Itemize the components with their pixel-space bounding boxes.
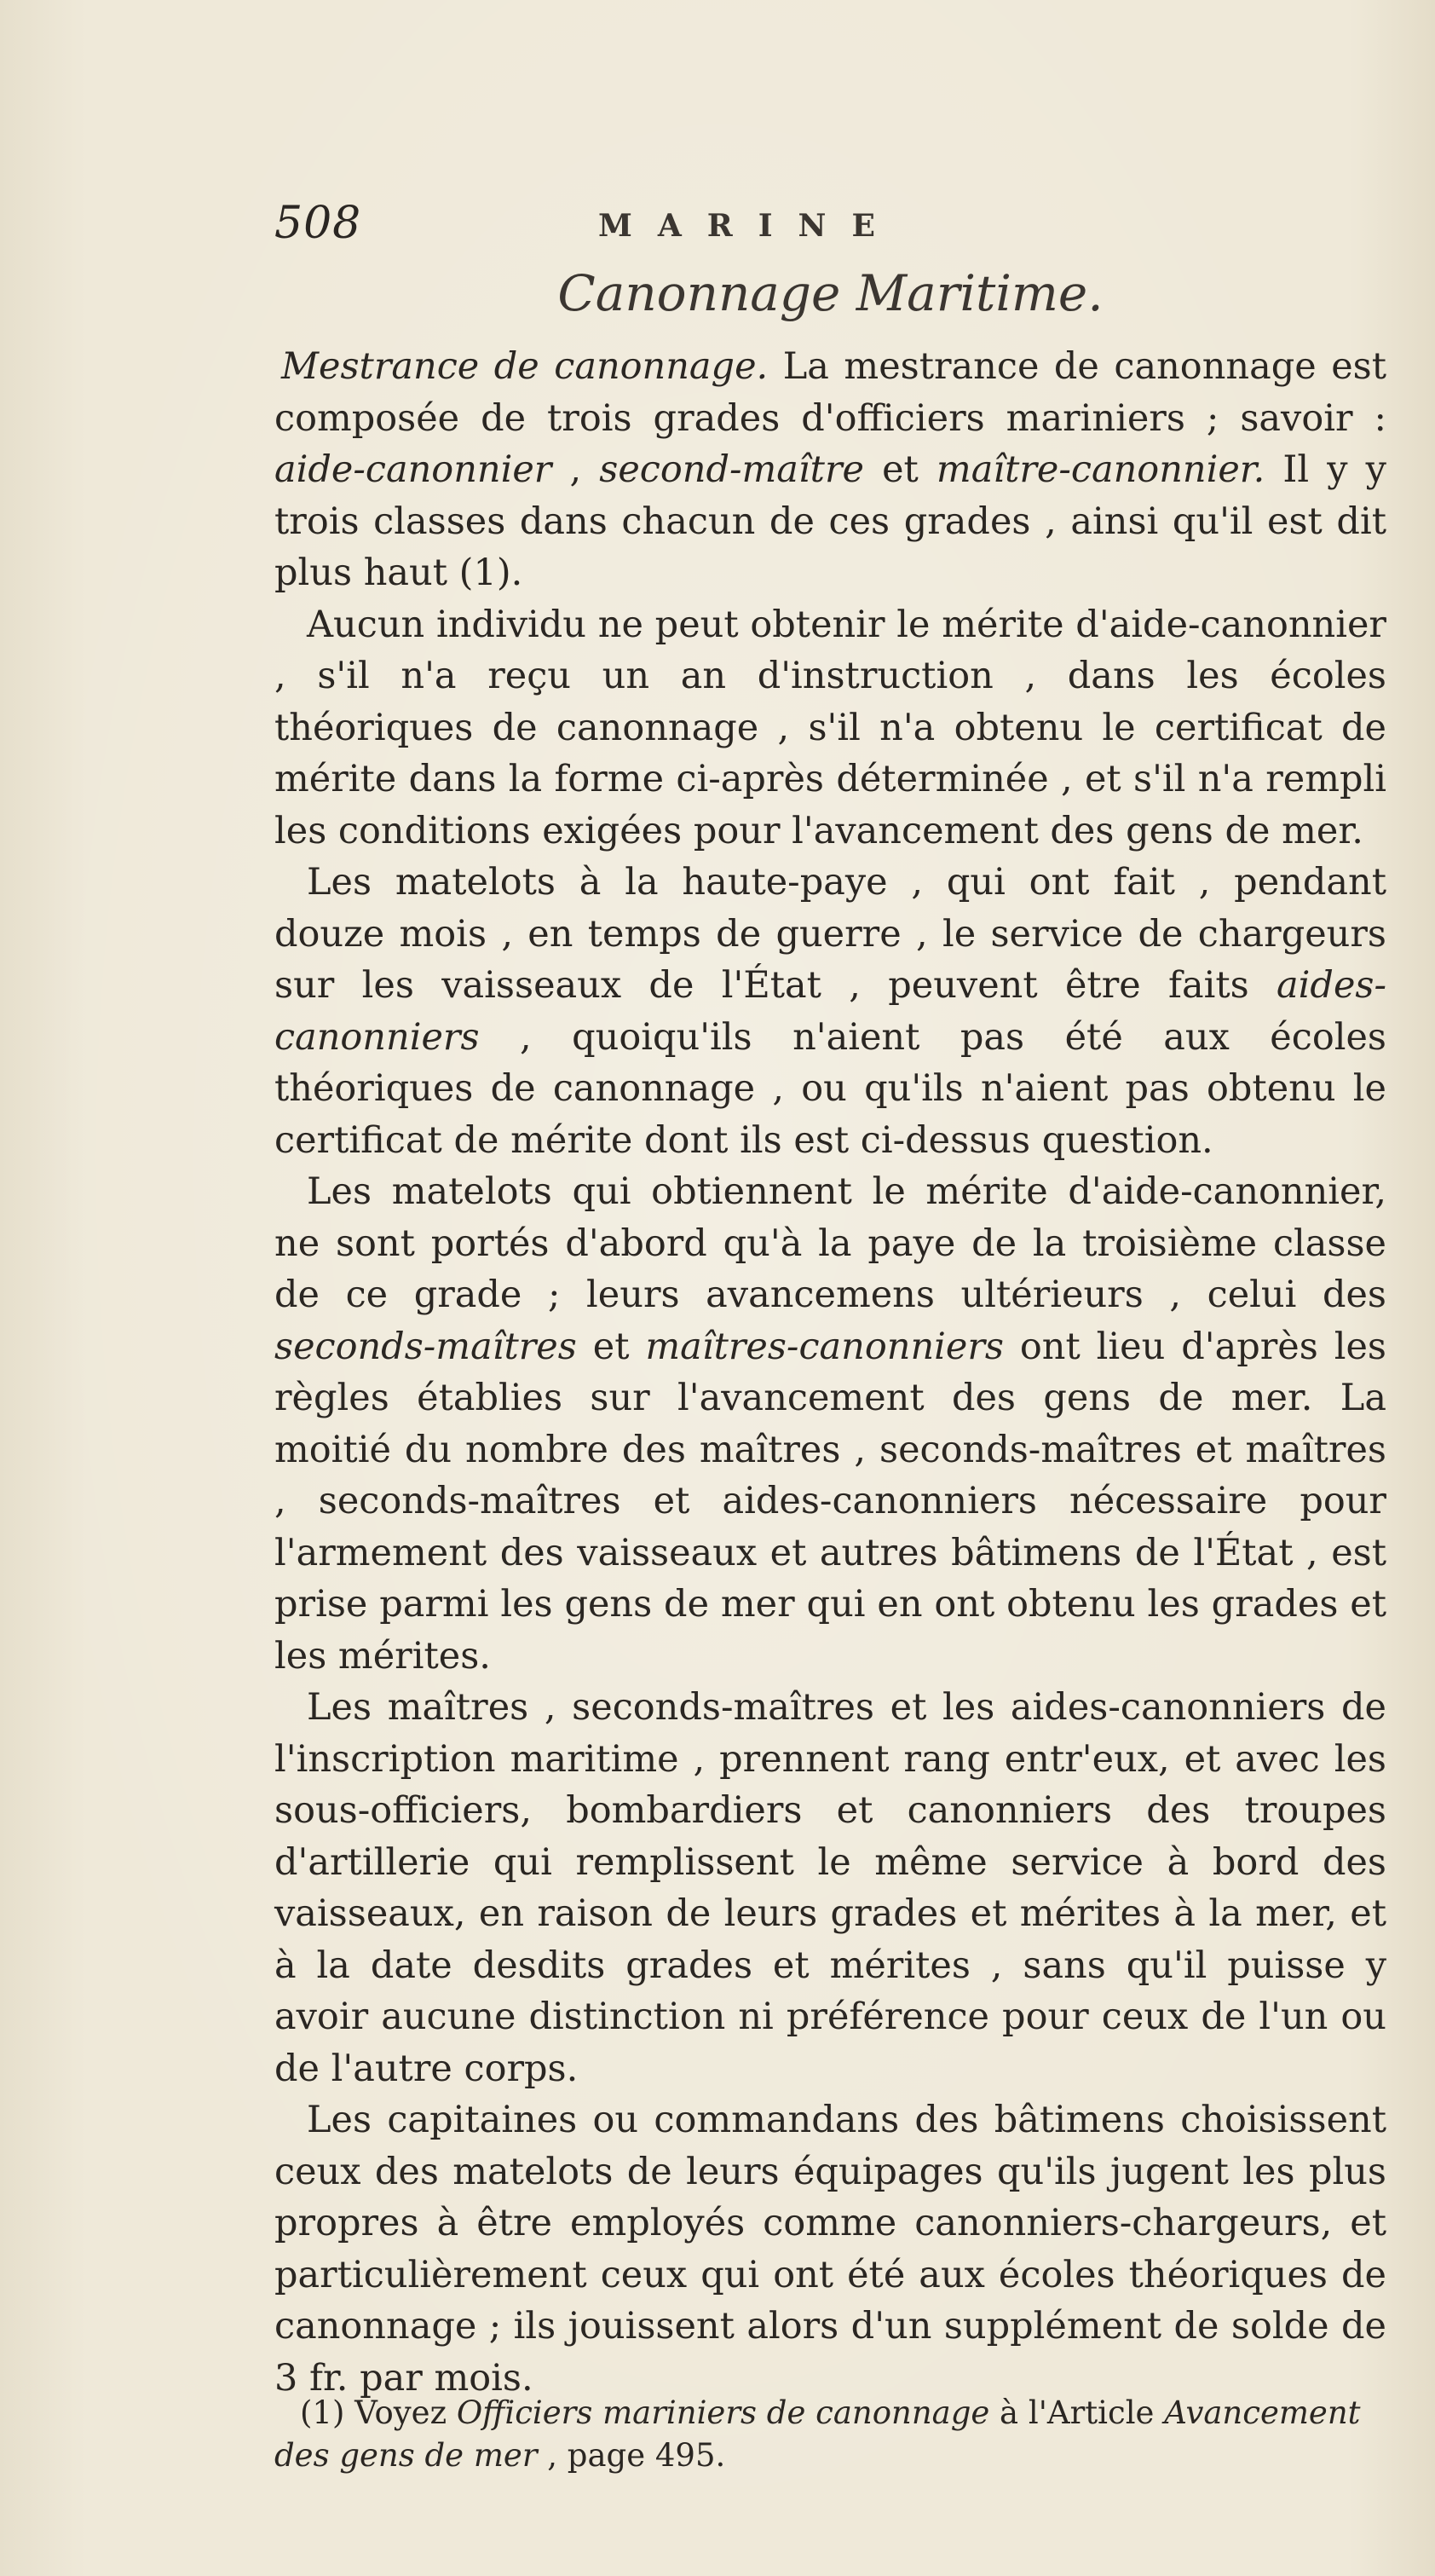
text-run: Les matelots à la haute-paye , qui ont fait , pendant douze mois , en temps de guerre , le service de chargeurs sur les vaisseaux de l'État , peuvent être faits [274,861,1386,1007]
italic-term: maîtres-canonniers [645,1325,1004,1368]
paragraph-5: Les maîtres , seconds-maîtres et les aides-canonniers de l'inscription maritime , prennent rang entr'eux, et avec les sous-officiers, bombardiers et canonniers des troupes d'artillerie qui remplissent le même service à bord des vaisseaux, en raison de leurs grades et mérites à la mer, et à la date desdits grades et mérites , sans qu'il puisse y avoir aucune distinction ni préférence pour ceux de l'un ou de l'autre corps. [274,1686,1386,2090]
text-run: et [863,448,936,491]
body-text [274,341,1386,2404]
text-run: , [551,448,600,491]
text-run: La mestrance de canonnage est composée de trois grades d'officiers mariniers ; savoir : [274,345,1386,440]
running-title: MARINE [598,208,901,244]
italic-term: maître-canonnier. [936,448,1265,491]
footnote-italic: Avancement des gens de mer [274,2394,1361,2474]
italic-term: aides-canonniers [274,964,1386,1059]
text-run: Il y y trois classes dans chacun de ces grades , ainsi qu'il est dit plus haut (1). [274,448,1386,594]
text-run: ont lieu d'après les règles établies sur l'avancement des gens de mer. La moitié du nombre des maîtres , seconds-maîtres et maîtres , seconds-maîtres et aides-canonniers nécessaire pour l'armement des vaisseaux et autres bâtimens de l'État , est prise parmi les gens de mer qui en ont obtenu les grades et les mérites. [274,1325,1386,1678]
footnote-text: , page 495. [537,2437,726,2474]
paragraph-1 [274,341,1386,599]
italic-term: seconds-maîtres [274,1325,577,1368]
text-run: , quoiqu'ils n'aient pas été aux écoles théoriques de canonnage , ou qu'ils n'aient pas obtenu le certificat de mérite dont ils est ci-dessus question. [274,1015,1386,1162]
footnote [274,2392,1386,2477]
paragraph-6: Les capitaines ou commandans des bâtimens choisissent ceux des matelots de leurs équipages qu'ils jugent les plus propres à être employés comme canonniers-chargeurs, et particulièrement ceux qui ont été aux écoles théoriques de canonnage ; ils jouissent alors d'un supplément de solde de 3 fr. par mois. [274,2099,1386,2400]
paragraph-2: Aucun individu ne peut obtenir le mérite d'aide-canonnier , s'il n'a reçu un an d'instruction , dans les écoles théoriques de canonnage , s'il n'a obtenu le certificat de mérite dans la forme ci-après déterminée , et s'il n'a rempli les conditions exigées pour l'avancement des gens de mer. [274,603,1386,852]
footnote-italic: Officiers mariniers de canonnage [456,2394,990,2431]
text-run: et [576,1325,646,1368]
footnote-text: à l'Article [989,2394,1165,2431]
page-number: 508 [274,198,362,249]
italic-term: second-maître [599,448,864,491]
section-title: Canonnage Maritime. [557,264,1104,322]
text-run: Les matelots qui obtiennent le mérite d'aide-canonnier, ne sont portés d'abord qu'à la paye de la troisième classe de ce grade ; leurs avancemens ultérieurs , celui des [274,1170,1386,1316]
italic-term: aide-canonnier [274,448,552,491]
paragraph-3 [274,857,1386,1166]
running-head [274,198,1386,249]
paragraph-lead: Mestrance de canonnage. [281,345,769,388]
paragraph-4 [274,1166,1386,1682]
footnote-text: (1) Voyez [300,2394,457,2431]
